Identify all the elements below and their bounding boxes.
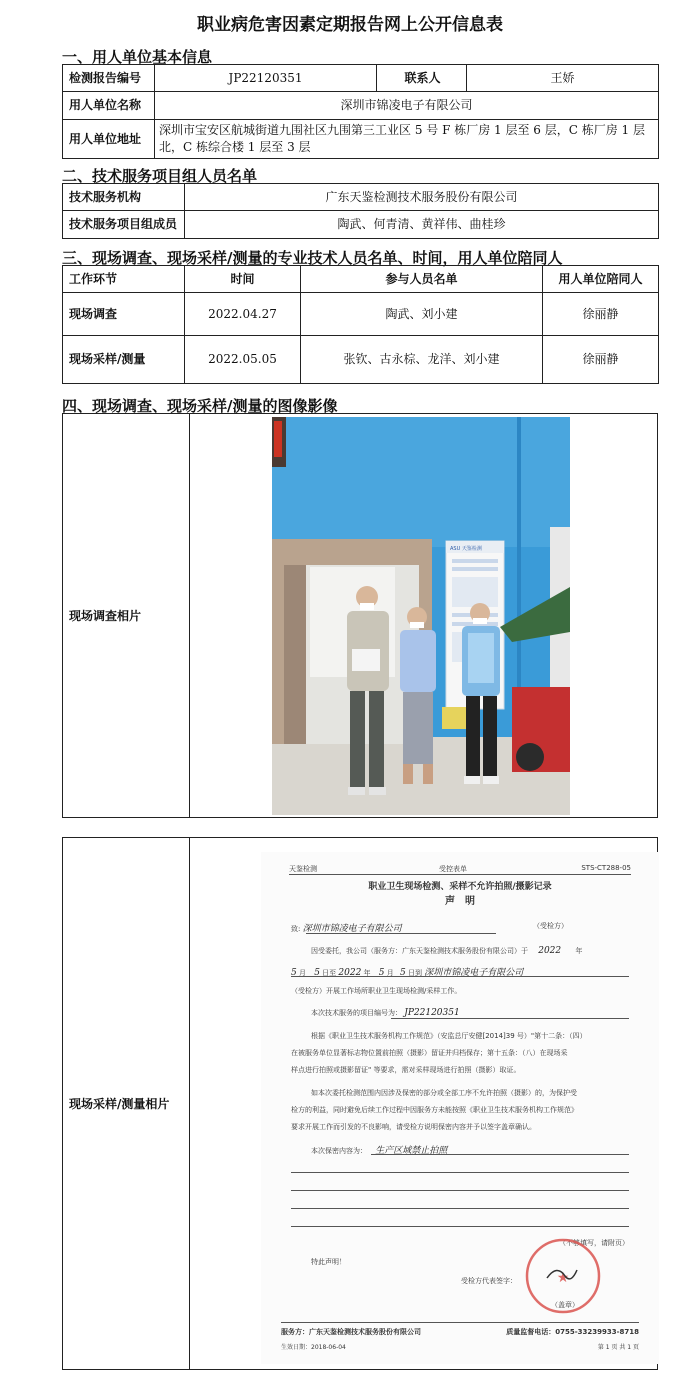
sampling-photo-cell xyxy=(62,837,658,1370)
section-heading-basic-info: 一、用人单位基本信息 xyxy=(62,48,213,66)
doc-top-left: 天鉴检测 xyxy=(289,865,317,873)
doc-p2-a: 本次技术服务的项目编号为： xyxy=(311,1009,402,1017)
doc-p3-line3: 样点进行拍照或摄影留证" 等要求，需对采样现场进行拍照（摄影）取证。 xyxy=(291,1066,521,1074)
doc-p1-d1: 5 xyxy=(314,968,320,978)
doc-footer-date: 生效日期：2018-06-04 xyxy=(281,1344,346,1351)
table-row xyxy=(63,336,659,384)
row-date: 2022.05.05 xyxy=(185,336,301,384)
section-heading-images: 四、现场调查、现场采样/测量的图像影像 xyxy=(62,397,338,415)
doc-p5-a: 本次保密内容为： xyxy=(311,1147,367,1155)
doc-p4-line3: 要求开展工作而引发的不良影响，请受检方说明保密内容并予以签字盖章确认。 xyxy=(291,1123,536,1131)
header-stage: 工作环节 xyxy=(63,266,185,293)
doc-p1-company: 深圳市锦凌电子有限公司 xyxy=(424,968,524,978)
doc-p1-y2: 2022 xyxy=(338,968,362,978)
svg-text:★: ★ xyxy=(556,1270,570,1286)
doc-p4-line1: 如本次委托检测范围内因涉及保密的部分或全部工序不允许拍照（摄影）的，为保护受 xyxy=(311,1089,577,1097)
doc-p1-end: （受检方）开展工作场所职业卫生现场检测/采样工作。 xyxy=(291,987,462,995)
org-value: 广东天鉴检测技术服务股份有限公司 xyxy=(185,184,659,211)
row-people: 张钦、古永棕、龙洋、刘小建 xyxy=(301,336,543,384)
company-label: 用人单位名称 xyxy=(63,92,155,120)
report-no-value: JP22120351 xyxy=(155,65,377,92)
sampling-photo-label: 现场采样/测量相片 xyxy=(63,838,190,1369)
doc-subtitle: 声 明 xyxy=(445,896,475,907)
company-seal-stamp xyxy=(523,1236,603,1316)
row-stage: 现场调查 xyxy=(63,293,185,336)
doc-to-hand: 深圳市锦凌电子有限公司 xyxy=(302,924,402,934)
doc-p3-line2: 在被服务单位显著标志物位置前拍照（摄影）留证并归档保存；第十五条：（八）在现场采 xyxy=(291,1049,568,1057)
doc-p2-no: JP22120351 xyxy=(404,1008,460,1018)
company-value: 深圳市锦凌电子有限公司 xyxy=(155,92,659,120)
doc-top-right: STS-CT288-05 xyxy=(581,864,631,872)
doc-p1-d2u: 日到 xyxy=(407,969,422,977)
survey-photo-cell xyxy=(62,413,658,818)
header-escort: 用人单位陪同人 xyxy=(543,266,659,293)
row-stage: 现场采样/测量 xyxy=(63,336,185,384)
doc-p1-a: 因受委托，我公司（服务方：广东天鉴检测技术服务股份有限公司）于 xyxy=(311,947,528,955)
page-title: 职业病危害因素定期报告网上公开信息表 xyxy=(197,15,503,35)
doc-to-suffix: （受检方） xyxy=(533,922,568,930)
basic-info-table xyxy=(62,64,659,159)
doc-p1-m2: 5 xyxy=(378,968,385,978)
team-table xyxy=(62,183,659,239)
doc-to-prefix: 致: xyxy=(291,925,301,933)
doc-stamp-label: （盖章） xyxy=(551,1301,579,1309)
members-label: 技术服务项目组成员 xyxy=(63,211,185,239)
contact-value: 王娇 xyxy=(467,65,659,92)
section-heading-team: 二、技术服务项目组人员名单 xyxy=(62,167,258,185)
address-value: 深圳市宝安区航城街道九围社区九围第三工业区 5 号 F 栋厂房 1 层至 6 层，C 栋厂房 1 层北，C 栋综合楼 1 层至 3 层 xyxy=(155,120,659,159)
photo-sign-text: ASU 天鉴检测 xyxy=(450,546,482,552)
table-row xyxy=(63,293,659,336)
section-heading-staff: 三、现场调查、现场采样/测量的专业技术人员名单、时间，用人单位陪同人 xyxy=(62,249,563,267)
doc-p1-d2: 5 xyxy=(399,968,406,978)
doc-p1-m2u: 月 xyxy=(386,969,394,977)
header-date: 时间 xyxy=(185,266,301,293)
doc-footer-page: 第 1 页 共 1 页 xyxy=(597,1344,639,1351)
doc-p1-year: 2022 xyxy=(538,946,562,956)
doc-p1-d1u: 日至 xyxy=(322,969,337,977)
doc-note: （不够填写，请附页） xyxy=(559,1239,629,1247)
members-value: 陶武、何青清、黄祥伟、曲桂珍 xyxy=(185,211,659,239)
doc-footer-right: 质量监督电话：0755-33239933-8718 xyxy=(506,1328,639,1336)
doc-title: 职业卫生现场检测、采样不允许拍照/摄影记录 xyxy=(368,882,552,892)
row-escort: 徐丽静 xyxy=(543,293,659,336)
org-label: 技术服务机构 xyxy=(63,184,185,211)
doc-p5-hand: 生产区域禁止拍照 xyxy=(375,1146,448,1156)
doc-p4-line2: 检方的利益，同时避免后续工作过程中因服务方未能按照《职业卫生技术服务机构工作规范》 xyxy=(291,1106,578,1114)
staff-table xyxy=(62,265,659,384)
doc-footer-left: 服务方：广东天鉴检测技术服务股份有限公司 xyxy=(281,1328,421,1336)
row-escort: 徐丽静 xyxy=(543,336,659,384)
doc-p1-m1: 5 xyxy=(291,968,297,978)
survey-photo-image xyxy=(272,417,570,815)
doc-top-mid: 受控表单 xyxy=(439,865,467,873)
doc-p3-line1: 根据《职业卫生技术服务机构工作规范》（安监总厅安健[2014]39 号）"第十二条：（四） xyxy=(311,1032,587,1040)
doc-special: 特此声明！ xyxy=(311,1258,346,1266)
doc-sign-label: 受检方代表签字： xyxy=(461,1277,517,1285)
contact-label: 联系人 xyxy=(377,65,467,92)
row-date: 2022.04.27 xyxy=(185,293,301,336)
doc-p1-year-unit: 年 xyxy=(575,947,583,955)
report-no-label: 检测报告编号 xyxy=(63,65,155,92)
doc-p1-m1u: 月 xyxy=(298,969,306,977)
row-people: 陶武、刘小建 xyxy=(301,293,543,336)
survey-photo-label: 现场调查相片 xyxy=(63,414,190,817)
header-people: 参与人员名单 xyxy=(301,266,543,293)
address-label: 用人单位地址 xyxy=(63,120,155,159)
survey-photo xyxy=(272,417,570,815)
doc-p1-y2u: 年 xyxy=(363,969,371,977)
statement-document-image xyxy=(261,852,659,1364)
